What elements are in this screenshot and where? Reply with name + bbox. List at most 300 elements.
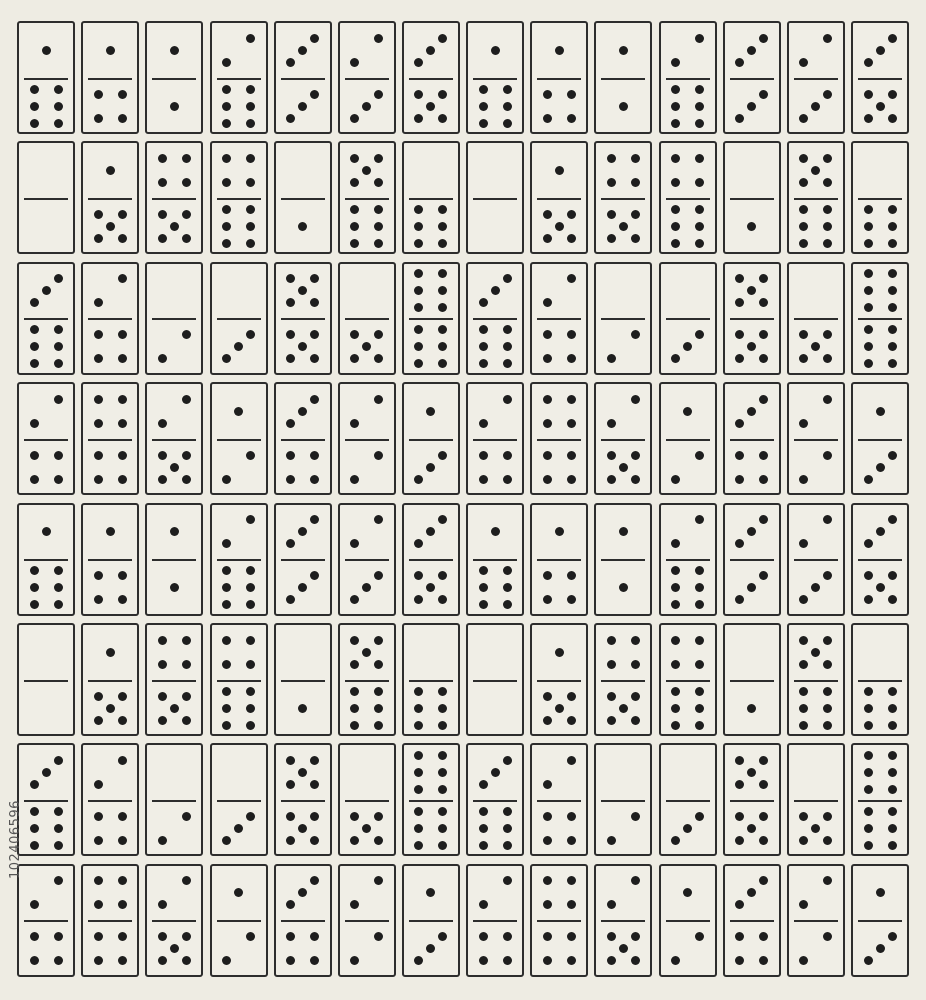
pip bbox=[438, 515, 447, 524]
pip bbox=[222, 354, 231, 363]
pip bbox=[118, 756, 127, 765]
pip bbox=[888, 824, 897, 833]
pip bbox=[426, 407, 435, 416]
pip bbox=[607, 932, 616, 941]
pip bbox=[438, 571, 447, 580]
pip bbox=[374, 178, 383, 187]
pip bbox=[54, 600, 63, 609]
tile-half-top bbox=[404, 264, 458, 318]
domino-tile bbox=[659, 141, 717, 254]
tile-half-top bbox=[147, 23, 201, 77]
pip bbox=[94, 900, 103, 909]
tile-half-bottom bbox=[725, 79, 779, 133]
domino-tile bbox=[466, 503, 524, 616]
pip bbox=[438, 222, 447, 231]
pip bbox=[414, 222, 423, 231]
pip bbox=[106, 648, 115, 657]
pip bbox=[619, 46, 628, 55]
pip bbox=[607, 692, 616, 701]
tile-half-top bbox=[853, 505, 907, 559]
pip bbox=[799, 956, 808, 965]
pip bbox=[671, 475, 680, 484]
tile-half-bottom bbox=[340, 199, 394, 253]
pip bbox=[567, 956, 576, 965]
pip bbox=[503, 583, 512, 592]
pip bbox=[222, 583, 231, 592]
tile-half-top bbox=[19, 505, 73, 559]
pip bbox=[543, 395, 552, 404]
pip bbox=[864, 114, 873, 123]
pip bbox=[94, 932, 103, 941]
pip bbox=[118, 571, 127, 580]
pip bbox=[246, 600, 255, 609]
tile-half-top bbox=[661, 505, 715, 559]
tile-half-top bbox=[404, 745, 458, 799]
domino-tile bbox=[723, 623, 781, 736]
pip bbox=[888, 114, 897, 123]
pip bbox=[438, 359, 447, 368]
tile-half-top bbox=[532, 866, 586, 920]
pip bbox=[286, 756, 295, 765]
pip bbox=[864, 571, 873, 580]
pip bbox=[362, 648, 371, 657]
pip bbox=[864, 239, 873, 248]
domino-tile bbox=[210, 21, 268, 134]
pip bbox=[310, 274, 319, 283]
pip bbox=[54, 876, 63, 885]
pip bbox=[683, 888, 692, 897]
pip bbox=[414, 286, 423, 295]
pip bbox=[671, 636, 680, 645]
pip bbox=[759, 876, 768, 885]
pip bbox=[747, 222, 756, 231]
pip bbox=[823, 178, 832, 187]
pip bbox=[799, 636, 808, 645]
tile-half-bottom bbox=[340, 561, 394, 615]
pip bbox=[158, 836, 167, 845]
pip bbox=[426, 102, 435, 111]
tile-half-top bbox=[725, 264, 779, 318]
pip bbox=[414, 687, 423, 696]
pip bbox=[735, 274, 744, 283]
tile-half-top bbox=[212, 23, 266, 77]
tile-half-top bbox=[725, 384, 779, 438]
tile-half-bottom bbox=[212, 320, 266, 374]
pip bbox=[555, 648, 564, 657]
pip bbox=[350, 475, 359, 484]
domino-tile bbox=[466, 864, 524, 977]
tile-half-top bbox=[212, 143, 266, 197]
pip bbox=[631, 956, 640, 965]
pip bbox=[246, 583, 255, 592]
pip bbox=[759, 330, 768, 339]
tile-half-top bbox=[276, 264, 330, 318]
tile-half-top bbox=[532, 384, 586, 438]
tile-half-top bbox=[340, 143, 394, 197]
tile-half-top bbox=[212, 625, 266, 679]
pip bbox=[414, 751, 423, 760]
domino-tile bbox=[81, 262, 139, 375]
pip bbox=[246, 812, 255, 821]
tile-half-top bbox=[147, 143, 201, 197]
domino-tile bbox=[787, 21, 845, 134]
pip bbox=[864, 768, 873, 777]
pip bbox=[567, 475, 576, 484]
pip bbox=[671, 102, 680, 111]
pip bbox=[747, 824, 756, 833]
pip bbox=[607, 636, 616, 645]
pip bbox=[671, 239, 680, 248]
pip bbox=[438, 785, 447, 794]
pip bbox=[222, 58, 231, 67]
pip bbox=[54, 956, 63, 965]
pip bbox=[799, 222, 808, 231]
pip bbox=[671, 660, 680, 669]
tile-half-bottom bbox=[147, 561, 201, 615]
tile-half-bottom bbox=[532, 320, 586, 374]
pip bbox=[246, 239, 255, 248]
tile-half-top bbox=[725, 866, 779, 920]
pip bbox=[479, 85, 488, 94]
pip bbox=[54, 841, 63, 850]
pip bbox=[438, 451, 447, 460]
tile-half-bottom bbox=[147, 199, 201, 253]
pip bbox=[503, 342, 512, 351]
domino-tile bbox=[274, 623, 332, 736]
pip bbox=[695, 687, 704, 696]
tile-half-top bbox=[83, 745, 137, 799]
pip bbox=[118, 451, 127, 460]
pip bbox=[735, 451, 744, 460]
tile-half-bottom bbox=[789, 79, 843, 133]
pip bbox=[567, 330, 576, 339]
domino-tile bbox=[402, 262, 460, 375]
pip bbox=[735, 298, 744, 307]
pip bbox=[543, 330, 552, 339]
pip bbox=[118, 354, 127, 363]
pip bbox=[888, 359, 897, 368]
pip bbox=[30, 475, 39, 484]
tile-half-bottom bbox=[532, 922, 586, 976]
pip bbox=[864, 303, 873, 312]
pip bbox=[543, 234, 552, 243]
tile-half-bottom bbox=[212, 79, 266, 133]
domino-tile bbox=[594, 743, 652, 856]
pip bbox=[567, 234, 576, 243]
tile-half-bottom bbox=[83, 681, 137, 735]
pip bbox=[246, 205, 255, 214]
pip bbox=[671, 178, 680, 187]
domino-tile bbox=[787, 141, 845, 254]
pip bbox=[799, 539, 808, 548]
pip bbox=[310, 330, 319, 339]
pip bbox=[799, 239, 808, 248]
pip bbox=[695, 102, 704, 111]
pip bbox=[222, 239, 231, 248]
pip bbox=[619, 102, 628, 111]
tile-half-bottom bbox=[853, 922, 907, 976]
pip bbox=[94, 114, 103, 123]
tile-half-top bbox=[340, 23, 394, 77]
pip bbox=[298, 704, 307, 713]
tile-half-top bbox=[276, 745, 330, 799]
pip bbox=[555, 166, 564, 175]
pip bbox=[414, 539, 423, 548]
pip bbox=[799, 595, 808, 604]
tile-half-top bbox=[853, 384, 907, 438]
domino-tile bbox=[402, 503, 460, 616]
pip bbox=[631, 475, 640, 484]
pip bbox=[54, 325, 63, 334]
pip bbox=[671, 956, 680, 965]
tile-half-top bbox=[404, 625, 458, 679]
pip bbox=[350, 836, 359, 845]
tile-half-top bbox=[83, 625, 137, 679]
pip bbox=[555, 46, 564, 55]
pip bbox=[543, 475, 552, 484]
pip bbox=[876, 888, 885, 897]
pip bbox=[158, 716, 167, 725]
pip bbox=[222, 85, 231, 94]
pip bbox=[823, 222, 832, 231]
pip bbox=[30, 932, 39, 941]
pip bbox=[158, 692, 167, 701]
pip bbox=[888, 571, 897, 580]
tile-half-top bbox=[212, 745, 266, 799]
pip bbox=[374, 154, 383, 163]
tile-half-bottom bbox=[83, 801, 137, 855]
tile-half-top bbox=[789, 384, 843, 438]
pip bbox=[310, 956, 319, 965]
domino-tile bbox=[145, 743, 203, 856]
pip bbox=[350, 419, 359, 428]
pip bbox=[888, 90, 897, 99]
pip bbox=[118, 812, 127, 821]
pip bbox=[631, 234, 640, 243]
tile-half-top bbox=[468, 264, 522, 318]
pip bbox=[823, 90, 832, 99]
tile-half-bottom bbox=[853, 320, 907, 374]
tile-half-bottom bbox=[661, 79, 715, 133]
pip bbox=[759, 90, 768, 99]
pip bbox=[823, 395, 832, 404]
pip bbox=[374, 721, 383, 730]
pip bbox=[426, 583, 435, 592]
pip bbox=[631, 812, 640, 821]
tile-half-top bbox=[789, 745, 843, 799]
pip bbox=[438, 303, 447, 312]
pip bbox=[286, 812, 295, 821]
pip bbox=[310, 876, 319, 885]
pip bbox=[747, 286, 756, 295]
pip bbox=[619, 944, 628, 953]
domino-tile bbox=[402, 743, 460, 856]
pip bbox=[683, 342, 692, 351]
pip bbox=[118, 836, 127, 845]
tile-half-top bbox=[661, 143, 715, 197]
pip bbox=[671, 721, 680, 730]
pip bbox=[118, 210, 127, 219]
pip bbox=[30, 566, 39, 575]
pip bbox=[695, 583, 704, 592]
pip bbox=[811, 102, 820, 111]
domino-tile bbox=[723, 262, 781, 375]
pip bbox=[414, 785, 423, 794]
domino-tile bbox=[210, 141, 268, 254]
tile-half-bottom bbox=[404, 561, 458, 615]
tile-half-bottom bbox=[596, 199, 650, 253]
pip bbox=[747, 407, 756, 416]
pip bbox=[619, 583, 628, 592]
pip bbox=[118, 395, 127, 404]
domino-tile bbox=[402, 141, 460, 254]
pip bbox=[747, 704, 756, 713]
pip bbox=[350, 812, 359, 821]
pip bbox=[182, 932, 191, 941]
pip bbox=[876, 407, 885, 416]
pip bbox=[799, 475, 808, 484]
pip bbox=[158, 419, 167, 428]
pip bbox=[118, 900, 127, 909]
pip bbox=[286, 419, 295, 428]
pip bbox=[607, 475, 616, 484]
tile-half-bottom bbox=[212, 922, 266, 976]
tile-half-bottom bbox=[596, 681, 650, 735]
tile-half-top bbox=[661, 23, 715, 77]
pip bbox=[426, 46, 435, 55]
pip bbox=[222, 205, 231, 214]
pip bbox=[54, 102, 63, 111]
pip bbox=[182, 812, 191, 821]
tile-half-bottom bbox=[19, 922, 73, 976]
tile-half-bottom bbox=[147, 79, 201, 133]
pip bbox=[286, 58, 295, 67]
pip bbox=[30, 600, 39, 609]
tile-half-top bbox=[83, 866, 137, 920]
pip bbox=[30, 85, 39, 94]
pip bbox=[799, 58, 808, 67]
pip bbox=[374, 34, 383, 43]
pip bbox=[811, 648, 820, 657]
pip bbox=[222, 475, 231, 484]
tile-half-bottom bbox=[468, 440, 522, 494]
domino-tile bbox=[594, 262, 652, 375]
pip bbox=[222, 687, 231, 696]
domino-tile bbox=[723, 382, 781, 495]
tile-half-bottom bbox=[468, 320, 522, 374]
tile-half-bottom bbox=[661, 440, 715, 494]
pip bbox=[158, 475, 167, 484]
tile-half-top bbox=[789, 23, 843, 77]
pip bbox=[42, 768, 51, 777]
pip bbox=[310, 756, 319, 765]
pip bbox=[374, 932, 383, 941]
tile-half-top bbox=[404, 23, 458, 77]
tile-half-top bbox=[596, 745, 650, 799]
domino-tile bbox=[851, 864, 909, 977]
pip bbox=[479, 900, 488, 909]
pip bbox=[118, 956, 127, 965]
pip bbox=[118, 90, 127, 99]
tile-half-bottom bbox=[19, 199, 73, 253]
pip bbox=[374, 395, 383, 404]
pip bbox=[888, 751, 897, 760]
pip bbox=[631, 692, 640, 701]
pip bbox=[619, 463, 628, 472]
pip bbox=[118, 234, 127, 243]
pip bbox=[735, 836, 744, 845]
pip bbox=[735, 812, 744, 821]
pip bbox=[438, 721, 447, 730]
pip bbox=[888, 595, 897, 604]
pip bbox=[94, 330, 103, 339]
pip bbox=[118, 595, 127, 604]
pip bbox=[479, 600, 488, 609]
tile-half-top bbox=[853, 745, 907, 799]
pip bbox=[222, 119, 231, 128]
pip bbox=[695, 600, 704, 609]
pip bbox=[222, 154, 231, 163]
pip bbox=[310, 34, 319, 43]
pip bbox=[374, 660, 383, 669]
pip bbox=[310, 780, 319, 789]
pip bbox=[30, 583, 39, 592]
pip bbox=[567, 932, 576, 941]
pip bbox=[607, 451, 616, 460]
tile-half-top bbox=[725, 23, 779, 77]
domino-tile bbox=[81, 21, 139, 134]
pip bbox=[543, 451, 552, 460]
pip bbox=[799, 114, 808, 123]
domino-tile bbox=[81, 623, 139, 736]
pip bbox=[695, 154, 704, 163]
pip bbox=[823, 687, 832, 696]
pip bbox=[823, 636, 832, 645]
pip bbox=[503, 932, 512, 941]
pip bbox=[543, 210, 552, 219]
pip bbox=[234, 888, 243, 897]
pip bbox=[876, 46, 885, 55]
domino-tile bbox=[723, 21, 781, 134]
pip bbox=[158, 451, 167, 460]
tile-half-top bbox=[725, 625, 779, 679]
pip bbox=[374, 330, 383, 339]
pip bbox=[607, 210, 616, 219]
domino-tile bbox=[659, 623, 717, 736]
pip bbox=[799, 154, 808, 163]
tile-half-bottom bbox=[725, 440, 779, 494]
pip bbox=[158, 660, 167, 669]
pip bbox=[94, 571, 103, 580]
domino-tile bbox=[81, 864, 139, 977]
pip bbox=[362, 824, 371, 833]
pip bbox=[864, 58, 873, 67]
pip bbox=[182, 660, 191, 669]
tile-half-top bbox=[661, 625, 715, 679]
pip bbox=[864, 342, 873, 351]
tile-half-top bbox=[853, 625, 907, 679]
pip bbox=[118, 330, 127, 339]
domino-tile bbox=[81, 743, 139, 856]
pip bbox=[362, 102, 371, 111]
pip bbox=[503, 956, 512, 965]
pip bbox=[567, 692, 576, 701]
pip bbox=[479, 807, 488, 816]
pip bbox=[695, 178, 704, 187]
pip bbox=[350, 636, 359, 645]
domino-tile bbox=[530, 503, 588, 616]
domino-tile bbox=[723, 503, 781, 616]
